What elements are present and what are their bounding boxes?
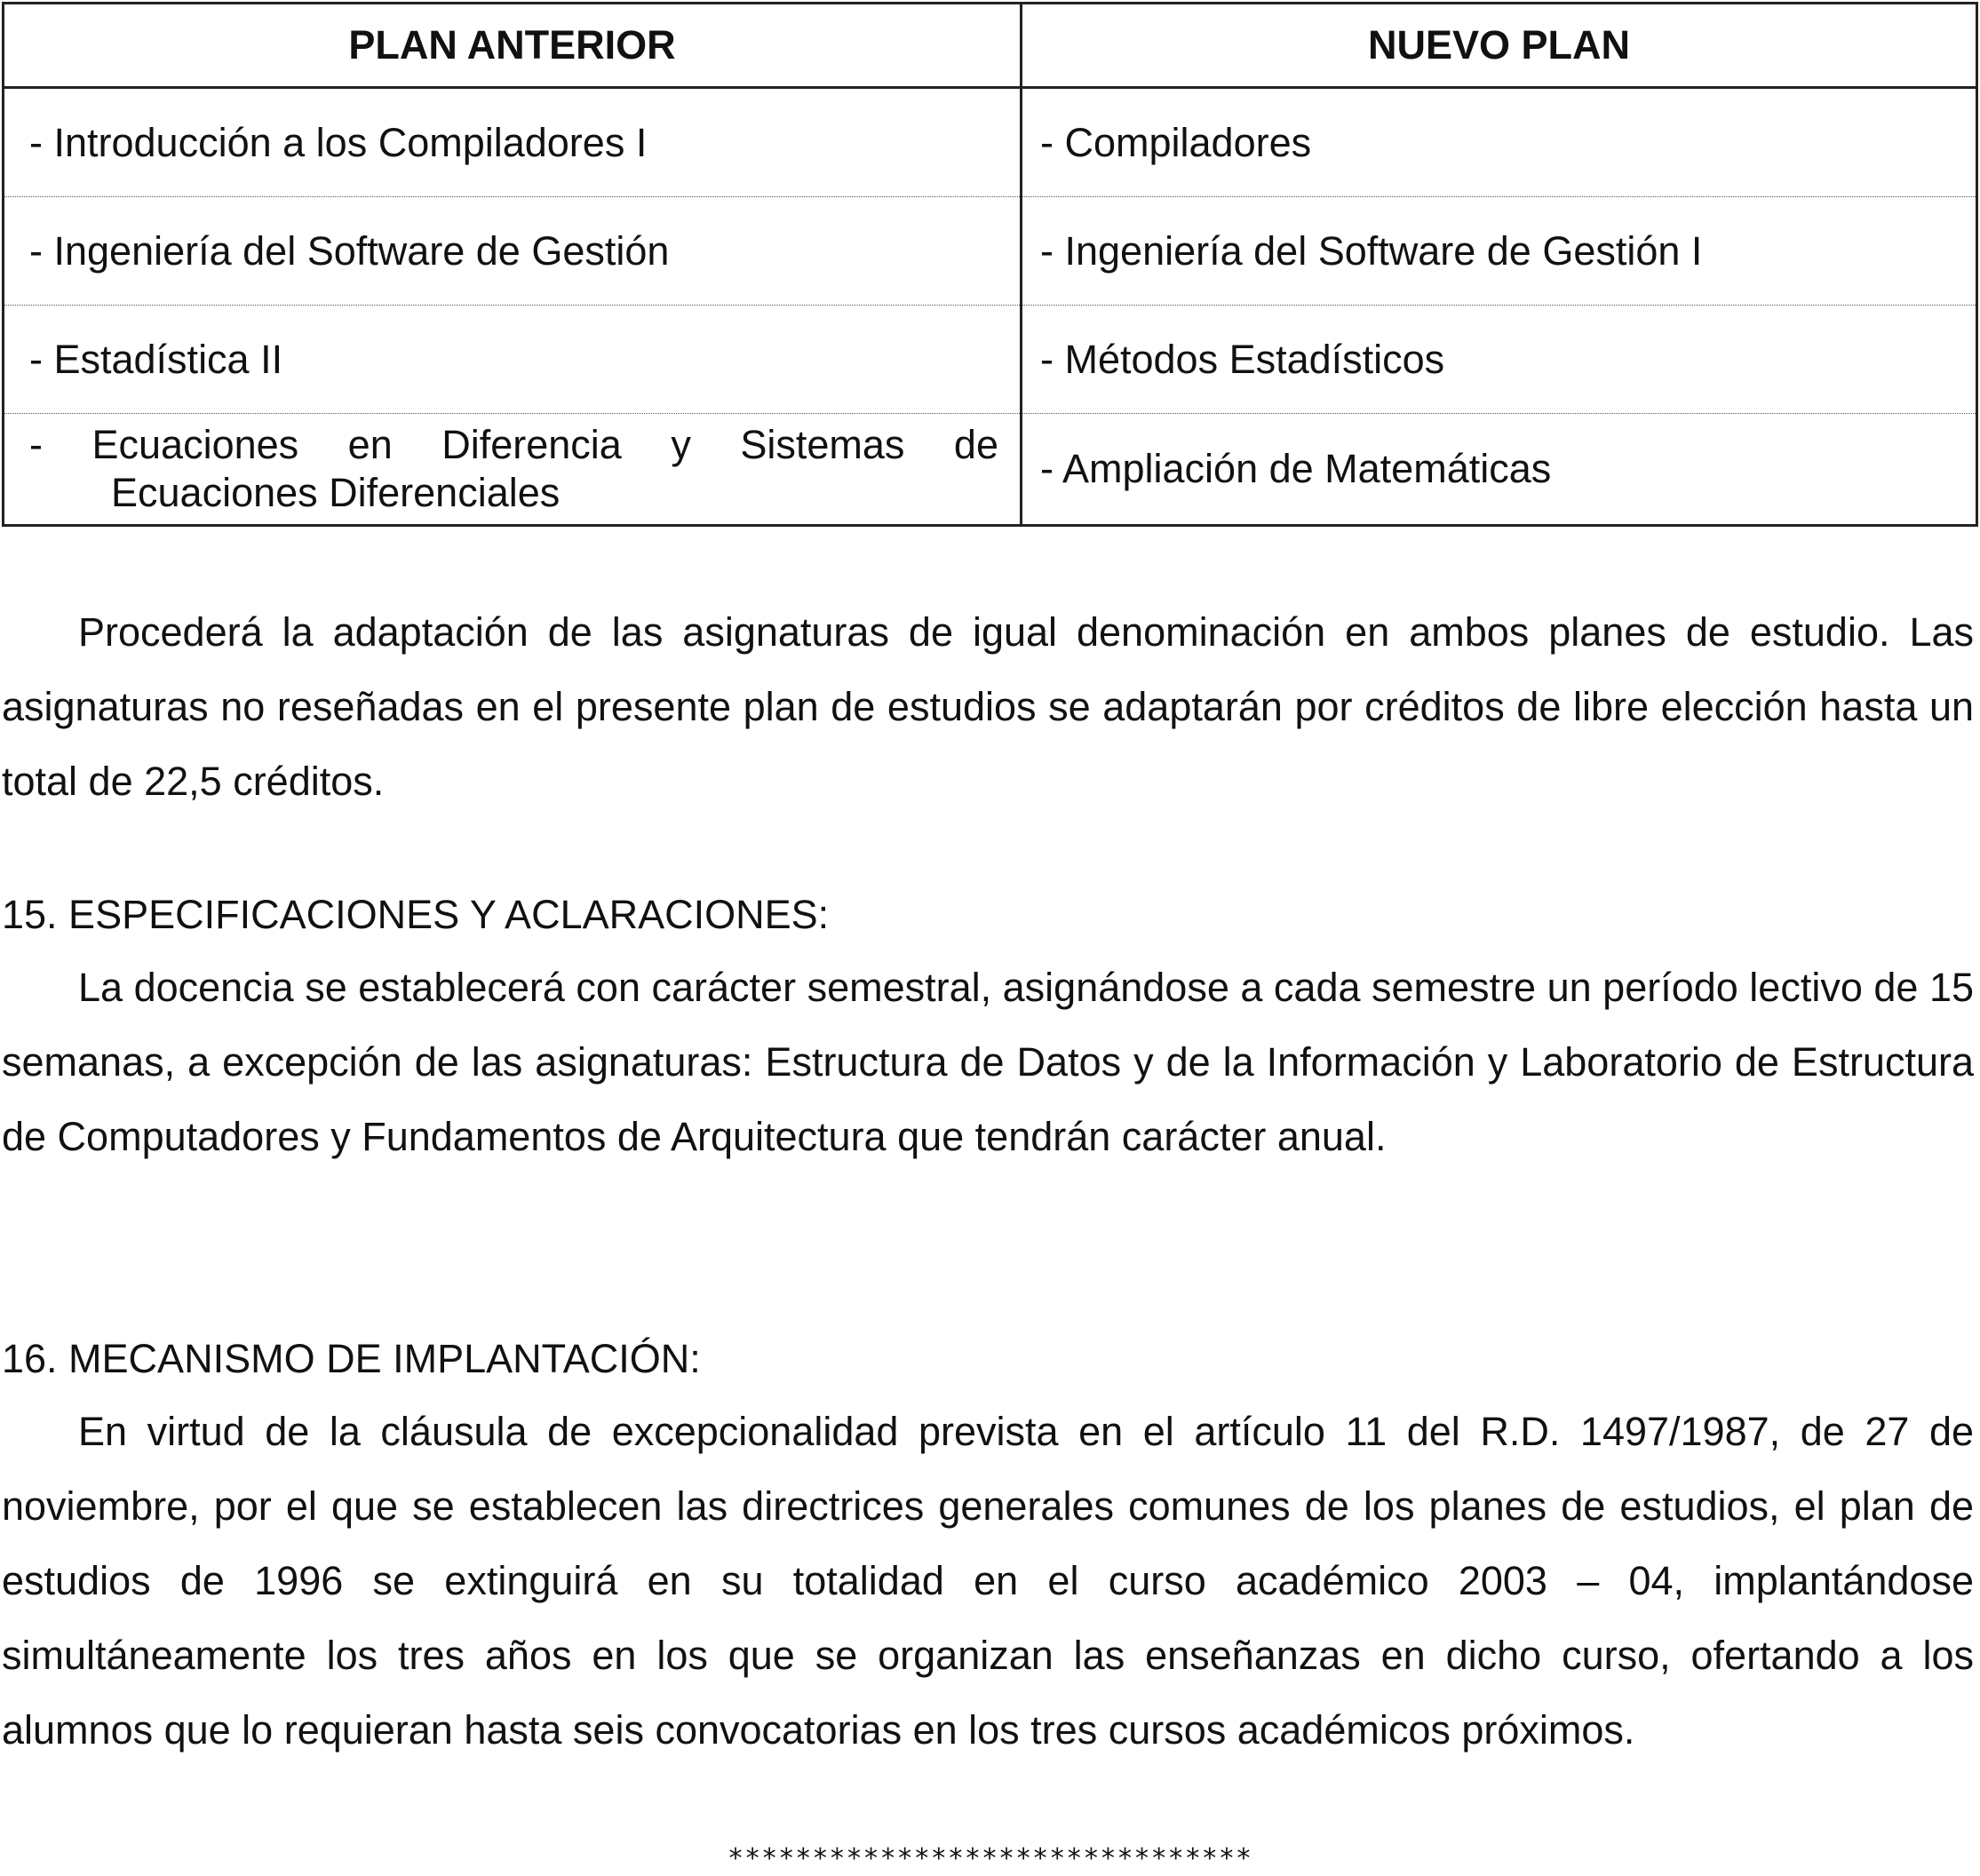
separator-stars: *******************************	[728, 1843, 1252, 1874]
adaptation-paragraph: Procederá la adaptación de las asignaturas de igual denominación en ambos planes de estudio. Las asignaturas no reseñadas en el presente plan de estudios se adaptarán por créditos de libre elección hasta un total de 22,5 créditos.	[2, 609, 1974, 804]
new-subject-cell: - Métodos Estadísticos	[1022, 306, 1977, 414]
table-row	[4, 414, 1977, 526]
old-subject-cell	[4, 414, 1022, 526]
section-15-heading: 15. ESPECIFICACIONES Y ACLARACIONES:	[2, 892, 830, 937]
new-subject-cell: - Ampliación de Matemáticas	[1022, 414, 1977, 526]
old-subject-cell: - Ingeniería del Software de Gestión	[4, 197, 1022, 306]
new-subject-cell: - Compiladores	[1022, 88, 1977, 197]
old-subject-cell: - Introducción a los Compiladores I	[4, 88, 1022, 197]
equivalence-table	[2, 2, 1978, 527]
new-subject-cell: - Ingeniería del Software de Gestión I	[1022, 197, 1977, 306]
table-row	[4, 88, 1977, 197]
table-row	[4, 197, 1977, 306]
table-row	[4, 306, 1977, 414]
table-header-row	[4, 4, 1977, 88]
header-old-plan: PLAN ANTERIOR	[4, 4, 1022, 88]
section-16-text: En virtud de la cláusula de excepcionalidad prevista en el artículo 11 del R.D. 1497/1987, de 27 de noviembre, por el que se establecen las directrices generales comunes de los planes de estudios, el plan de estudios de 1996 se extinguirá en su totalidad en el curso académico 2003 – 04, implantándose simultáneamente los tres años en los que se organizan las enseñanzas en dicho curso, ofertando a los alumnos que lo requieran hasta seis convocatorias en los tres cursos académicos próximos.	[2, 1409, 1974, 1753]
header-new-plan: NUEVO PLAN	[1022, 4, 1977, 88]
section-16-heading: 16. MECANISMO DE IMPLANTACIÓN:	[2, 1336, 701, 1381]
old-subject-line: - Ecuaciones en Diferencia y Sistemas de	[29, 422, 998, 467]
section-15-text: La docencia se establecerá con carácter semestral, asignándose a cada semestre un período lectivo de 15 semanas, a excepción de las asignaturas: Estructura de Datos y de la Información y Laboratorio de Estructura de Computadores y Fundamentos de Arquitectura que tendrán carácter anual.	[2, 965, 1974, 1159]
old-subject-line: Ecuaciones Diferenciales	[111, 470, 561, 515]
old-subject-cell: - Estadística II	[4, 306, 1022, 414]
